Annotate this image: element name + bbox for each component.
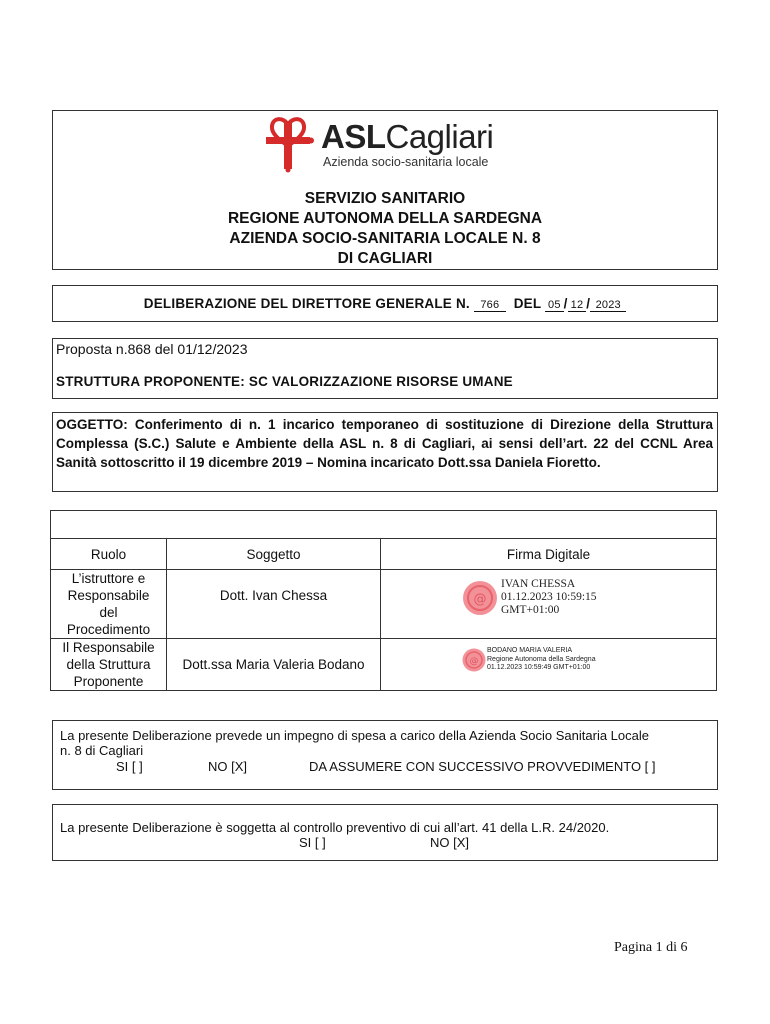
deliberation-label: DELIBERAZIONE DEL DIRETTORE GENERALE N. (143, 296, 470, 311)
heart-cross-icon (263, 115, 315, 173)
svg-text:@: @ (473, 592, 487, 607)
preventive-control-box (52, 804, 718, 861)
signature-line: 01.12.2023 10:59:49 GMT+01:00 (487, 664, 591, 671)
proposal-box (52, 338, 718, 399)
signature-line: 01.12.2023 10:59:15 (501, 591, 597, 603)
signature-details (501, 578, 597, 617)
subject-cell: Dott. Ivan Chessa (167, 570, 381, 639)
signature-line: BODANO MARIA VALERIA (487, 647, 573, 654)
signature-cell (381, 570, 717, 639)
institution-heading (53, 189, 717, 269)
table-row (51, 639, 717, 691)
heading-line-3: AZIENDA SOCIO-SANITARIA LOCALE N. 8 (229, 230, 541, 247)
asl-cagliari-logo (263, 115, 523, 173)
proposing-structure: STRUTTURA PROPONENTE: SC VALORIZZAZIONE RISORSE UMANE (56, 374, 513, 389)
role-cell (51, 570, 167, 639)
signature-details (487, 647, 596, 673)
role-cell (51, 639, 167, 691)
proposal-reference: Proposta n.868 del 01/12/2023 (56, 341, 248, 357)
table-row (51, 570, 717, 639)
subject-box (52, 412, 718, 492)
column-header-subject: Soggetto (167, 539, 381, 570)
expense-si-option: SI [ ] (116, 759, 143, 774)
expense-deferred-option: DA ASSUMERE CON SUCCESSIVO PROVVEDIMENTO [ ] (309, 759, 656, 774)
heading-line-1: SERVIZIO SANITARIO (304, 190, 466, 207)
role-line: L’istruttore e (71, 571, 146, 586)
heading-line-2: REGIONE AUTONOMA DELLA SARDEGNA (227, 210, 543, 227)
document-header (52, 110, 718, 270)
control-si-option: SI [ ] (299, 835, 326, 850)
signature-line: Regione Autonoma della Sardegna (487, 655, 596, 663)
subject-cell: Dott.ssa Maria Valeria Bodano (167, 639, 381, 691)
expense-commitment-box (52, 720, 718, 790)
role-line: del (99, 605, 118, 620)
table-header-spacer (51, 511, 717, 539)
table-header-row (51, 539, 717, 570)
signatures-table (50, 510, 717, 691)
role-line: Proponente (73, 674, 144, 689)
digital-signature-chessa (463, 570, 716, 636)
signature-line: GMT+01:00 (501, 604, 560, 616)
signature-seal-icon (461, 647, 487, 673)
date-month: 12 (568, 299, 587, 312)
expense-text-line-1: La presente Deliberazione prevede un impegno di spesa a carico della Azienda Socio Sanitaria Locale (60, 728, 649, 743)
subject-text: OGGETTO: Conferimento di n. 1 incarico temporaneo di sostituzione di Direzione della Struttura Complessa (S.C.) Salute e Ambiente della ASL n. 8 di Cagliari, ai sensi dell’art. 22 del CCNL Area Sanità sottoscritto il 19 dicembre 2019 – Nomina incaricato Dott.ssa Daniela Fioretto. (56, 417, 713, 470)
expense-text-line-2: n. 8 di Cagliari (60, 743, 144, 758)
control-no-option: NO [X] (430, 835, 470, 850)
deliberation-number-box (52, 285, 718, 322)
svg-text:@: @ (469, 656, 479, 667)
expense-no-option: NO [X] (208, 759, 248, 774)
signature-cell (381, 639, 717, 691)
signature-line: IVAN CHESSA (501, 578, 576, 590)
page-number: Pagina 1 di 6 (614, 940, 688, 955)
logo-wordmark: ASLCagliari (321, 118, 494, 155)
role-line: Il Responsabile (62, 640, 155, 655)
del-label: DEL (513, 296, 542, 311)
role-line: Procedimento (66, 622, 151, 637)
column-header-role: Ruolo (51, 539, 167, 570)
heading-line-4: DI CAGLIARI (337, 250, 433, 267)
signature-seal-icon (460, 578, 500, 618)
role-line: della Struttura (66, 657, 151, 672)
deliberation-line: DELIBERAZIONE DEL DIRETTORE GENERALE N. 766 DEL 05 / 12 / 2023 (53, 296, 717, 312)
date-day: 05 (545, 299, 564, 312)
logo-subtitle: Azienda socio-sanitaria locale (323, 155, 489, 169)
digital-signature-bodano (461, 639, 716, 689)
role-line: Responsabile (67, 588, 150, 603)
control-text: La presente Deliberazione è soggetta al controllo preventivo di cui all’art. 41 della L.R. 24/2020. (60, 820, 610, 835)
column-header-digital-signature: Firma Digitale (381, 539, 717, 570)
deliberation-number: 766 (474, 299, 506, 312)
date-year: 2023 (590, 299, 626, 312)
